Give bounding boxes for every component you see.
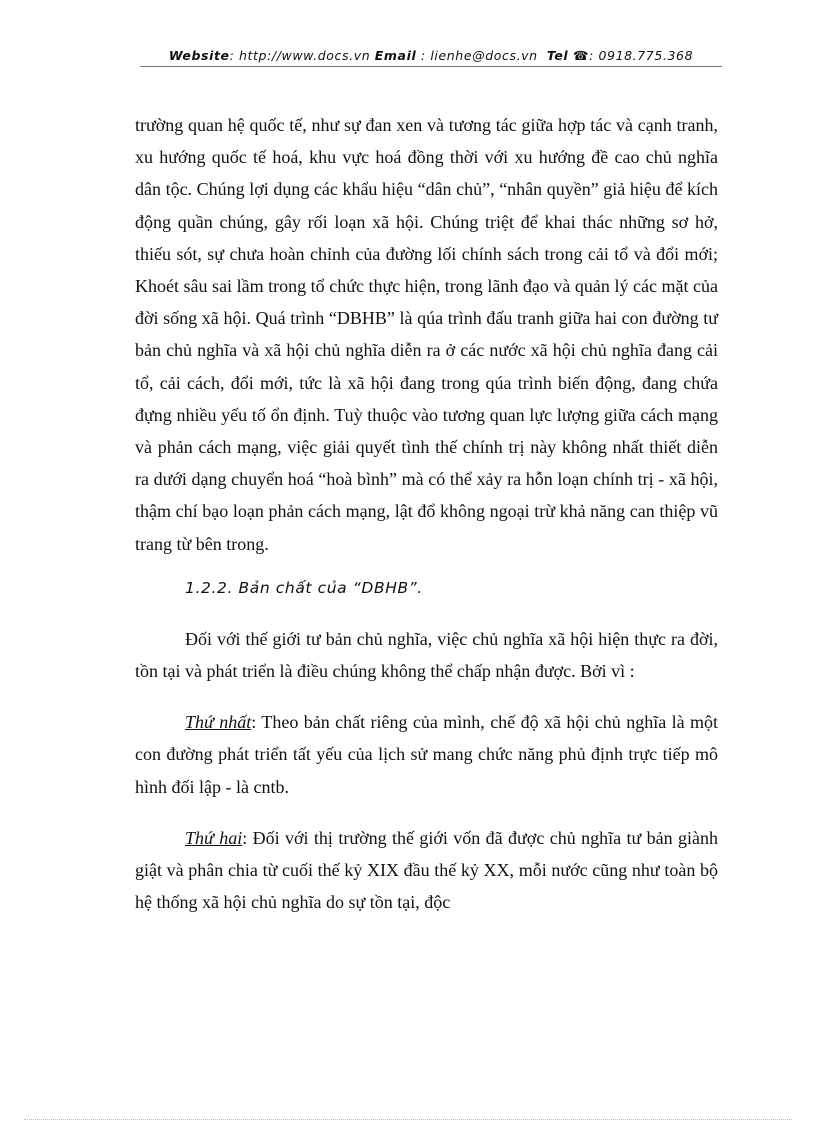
document-body xyxy=(135,109,718,918)
paragraph-4-text: : Đối với thị trường thế giới vốn đã được chủ nghĩa tư bản giành giật và phân chia từ cuối thế kỷ XIX đầu thế kỷ XX, mỗi nước cũng như toàn bộ hệ thống xã hội chủ nghĩa do sự tồn tại, độc xyxy=(135,827,718,913)
header-divider xyxy=(140,66,722,67)
page-bottom-border xyxy=(24,1119,792,1120)
website-url[interactable]: http://www.docs.vn xyxy=(239,48,371,63)
paragraph-3 xyxy=(135,706,718,803)
paragraph-4 xyxy=(135,822,718,919)
section-heading: 1.2.2. Bản chất của “DBHB”. xyxy=(185,578,423,597)
email-separator: : xyxy=(416,48,431,63)
phone-icon: ☎ xyxy=(572,48,590,63)
page-header xyxy=(140,48,722,63)
paragraph-4-label: Thứ hai xyxy=(185,827,243,848)
tel-separator: : xyxy=(589,48,599,63)
email-label: Email xyxy=(374,48,417,63)
website-label: Website xyxy=(168,48,230,63)
website-separator: : xyxy=(229,48,240,63)
email-value[interactable]: lienhe@docs.vn xyxy=(430,48,538,63)
paragraph-3-text: : Theo bản chất riêng của mình, chế độ xã hội chủ nghĩa là một con đường phát triển tất yếu của lịch sử mang chức năng phủ định trực tiếp mô hình đối lập - là cntb. xyxy=(135,712,718,797)
paragraph-2: Đối với thế giới tư bản chủ nghĩa, việc chủ nghĩa xã hội hiện thực ra đời, tồn tại và phát triển là điều chúng không thể chấp nhận được. Bởi vì : xyxy=(135,628,718,682)
tel-value: 0918.775.368 xyxy=(598,48,694,63)
paragraph-3-label: Thứ nhất xyxy=(185,712,252,733)
paragraph-1: trường quan hệ quốc tế, như sự đan xen và tương tác giữa hợp tác và cạnh tranh, xu hướng quốc tế hoá, khu vực hoá đồng thời với xu hướng đề cao chủ nghĩa dân tộc. Chúng lợi dụng các khẩu hiệu “dân chủ”, “nhân quyền” giả hiệu để kích động quần chúng, gây rối loạn xã hội. Chúng triệt để khai thác những sơ hở, thiếu sót, sự chưa hoàn chỉnh của đường lối chính sách trong cải tổ và đổi mới; Khoét sâu sai lầm trong tổ chức thực hiện, trong lãnh đạo và quản lý các mặt của đời sống xã hội. Quá trình “DBHB” là qúa trình đấu tranh giữa hai con đường tư bản chủ nghĩa và xã hội chủ nghĩa diễn ra ở các nước xã hội chủ nghĩa đang cải tổ, cải cách, đổi mới, tức là xã hội đang trong qúa trình biến động, đang chứa đựng nhiều yếu tố ổn định. Tuỳ thuộc vào tương quan lực lượng giữa cách mạng và phản cách mạng, việc giải quyết tình thế chính trị này không nhất thiết diễn ra dưới dạng chuyển hoá “hoà bình” mà có thể xảy ra hỗn loạn chính trị - xã hội, thậm chí bạo loạn phản cách mạng, lật đổ không ngoại trừ khả năng can thiệp vũ trang từ bên trong. xyxy=(135,115,718,554)
tel-label: Tel xyxy=(546,48,569,63)
